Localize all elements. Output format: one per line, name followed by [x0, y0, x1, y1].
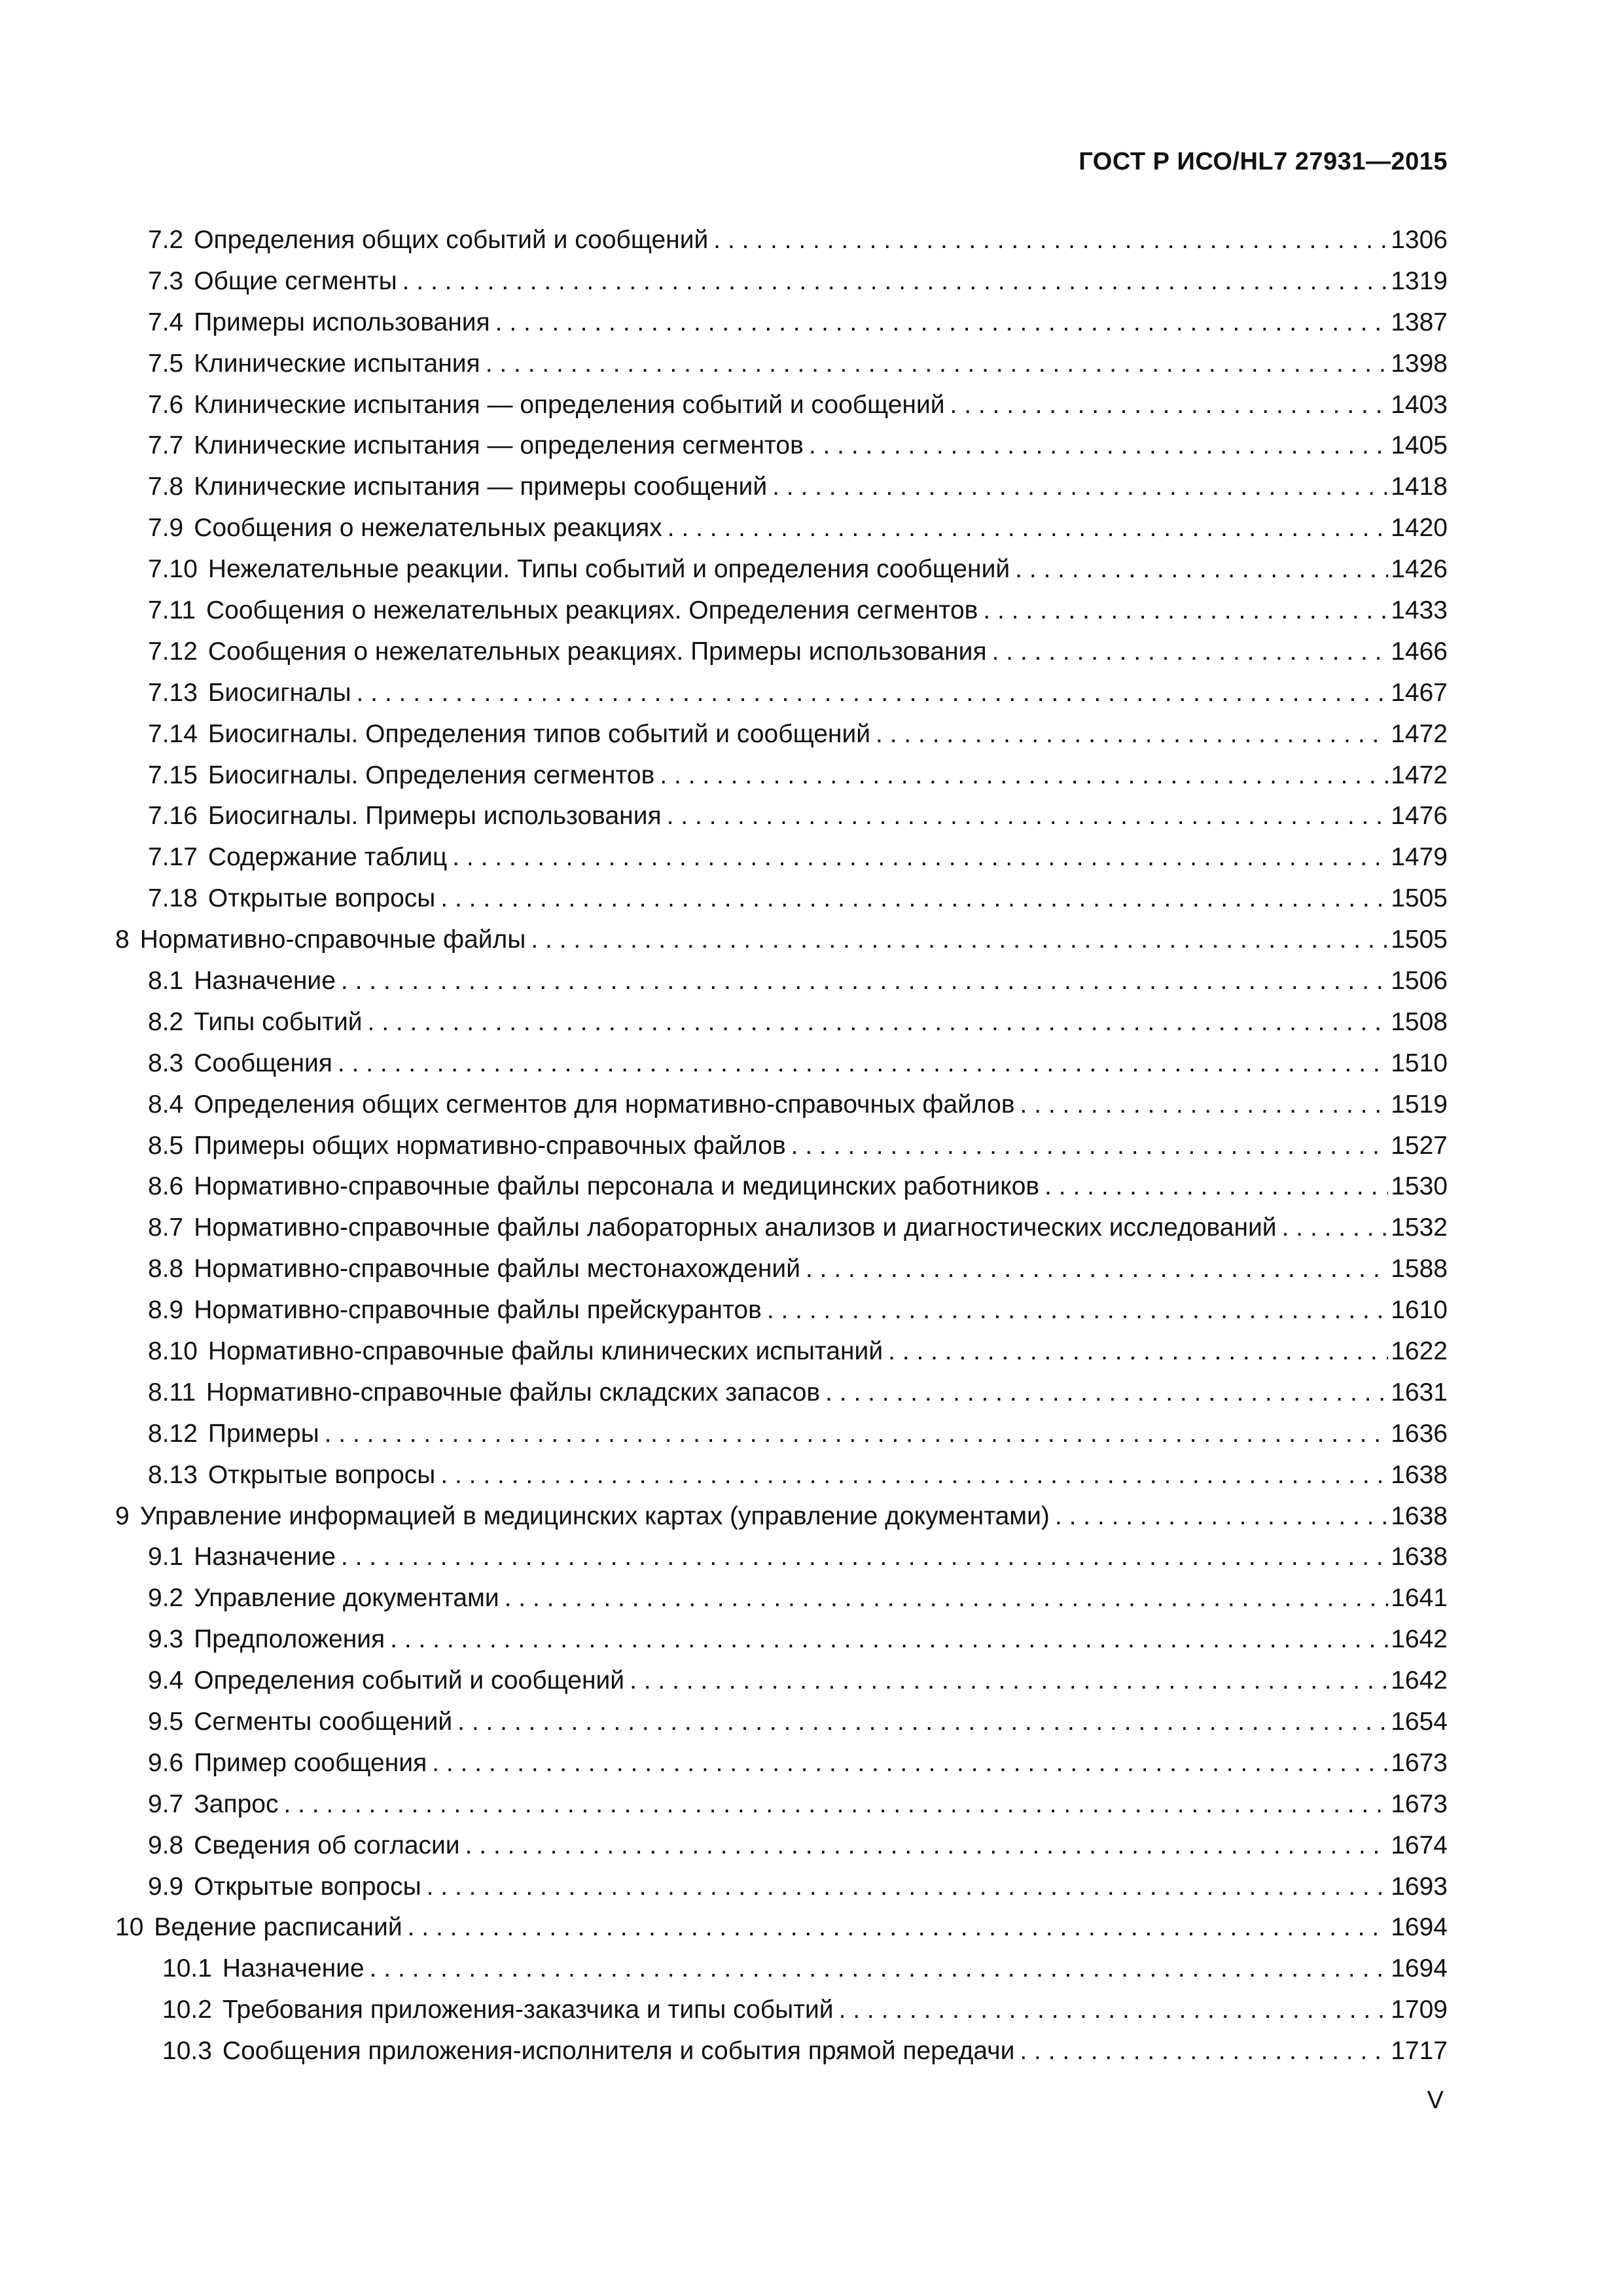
toc-entry — [115, 1701, 1448, 1742]
toc-entry — [115, 507, 1448, 548]
dot-leader — [825, 1380, 1388, 1405]
toc-entry — [115, 1289, 1448, 1331]
dot-leader — [370, 1956, 1389, 1981]
toc-entry — [115, 1907, 1448, 1948]
toc-entry-page: 1638 — [1391, 1460, 1448, 1489]
toc-entry — [115, 302, 1448, 343]
dot-leader — [950, 392, 1389, 418]
toc-entry-number: 8.12 — [148, 1419, 198, 1448]
toc-entry-title: Открытые вопросы — [194, 1872, 421, 1901]
toc-entry — [115, 343, 1448, 384]
toc-entry-page: 1510 — [1391, 1049, 1448, 1077]
toc-entry-number: 8.7 — [148, 1213, 184, 1242]
page-number: V — [1427, 2087, 1444, 2114]
dot-leader — [283, 1791, 1388, 1817]
toc-entry-page: 1466 — [1391, 637, 1448, 666]
toc-entry-number: 9.7 — [148, 1789, 184, 1818]
toc-entry — [115, 1948, 1448, 1989]
toc-entry-number: 10 — [115, 1913, 144, 1942]
toc-entry-page: 1306 — [1391, 225, 1448, 254]
toc-entry — [115, 755, 1448, 796]
toc-entry — [115, 672, 1448, 713]
dot-leader — [427, 1874, 1389, 1899]
toc-entry-number: 7.7 — [148, 431, 184, 460]
dot-leader — [531, 927, 1388, 952]
toc-entry-title: Нормативно-справочные файлы прейскурантов — [194, 1296, 762, 1325]
toc-entry — [115, 1372, 1448, 1413]
toc-entry — [115, 219, 1448, 260]
toc-entry — [115, 1784, 1448, 1825]
toc-entry-title: Сообщения о нежелательных реакциях. Примеры использования — [207, 637, 987, 666]
toc-entry-page: 1479 — [1391, 843, 1448, 872]
toc-entry — [115, 631, 1448, 672]
toc-entry-title: Нежелательные реакции. Типы событий и определения сообщений — [207, 555, 1010, 584]
toc-entry-page: 1505 — [1391, 884, 1448, 913]
toc-entry — [115, 795, 1448, 836]
toc-entry-title: Клинические испытания — определения сегментов — [194, 431, 804, 460]
toc-entry — [115, 1989, 1448, 2030]
toc-entry-page: 1622 — [1391, 1336, 1448, 1365]
toc-entry-number: 7.18 — [148, 884, 198, 913]
toc-entry-number: 7.10 — [148, 555, 198, 584]
toc-entry-page: 1476 — [1391, 802, 1448, 831]
toc-entry — [115, 1248, 1448, 1289]
toc-entry-page: 1638 — [1391, 1543, 1448, 1571]
toc-entry-page: 1508 — [1391, 1007, 1448, 1036]
dot-leader — [338, 1050, 1388, 1076]
toc-entry-title: Нормативно-справочные файлы местонахождений — [194, 1255, 801, 1283]
toc-entry-number: 9.6 — [148, 1748, 184, 1777]
toc-entry-number: 7.6 — [148, 390, 184, 419]
toc-entry-page: 1472 — [1391, 719, 1448, 748]
toc-entry — [115, 1577, 1448, 1619]
dot-leader — [806, 1256, 1388, 1282]
document-header: ГОСТ Р ИСО/HL7 27931—2015 — [1079, 148, 1448, 175]
toc-entry-number: 8.1 — [148, 966, 184, 995]
toc-entry-page: 1505 — [1391, 925, 1448, 954]
toc-entry-title: Открытые вопросы — [207, 1460, 436, 1489]
toc-entry-number: 9.9 — [148, 1872, 184, 1901]
toc-entry-title: Ведение расписаний — [154, 1913, 402, 1942]
toc-entry-number: 7.16 — [148, 802, 198, 831]
toc-entry — [115, 713, 1448, 755]
toc-entry-number: 8.13 — [148, 1460, 198, 1489]
toc-entry — [115, 1125, 1448, 1166]
toc-entry — [115, 1496, 1448, 1537]
toc-entry-number: 7.2 — [148, 225, 184, 254]
dot-leader — [772, 474, 1388, 499]
toc-entry-title: Примеры использования — [194, 308, 490, 336]
toc-entry-number: 9.5 — [148, 1708, 184, 1736]
toc-entry-number: 10.2 — [162, 1996, 212, 2024]
toc-entry — [115, 548, 1448, 590]
toc-entry-page: 1530 — [1391, 1172, 1448, 1201]
toc-entry-page: 1433 — [1391, 596, 1448, 624]
toc-entry-page: 1674 — [1391, 1831, 1448, 1859]
toc-entry-title: Клинические испытания — примеры сообщений — [194, 473, 768, 501]
toc-entry-page: 1398 — [1391, 349, 1448, 378]
toc-entry-number: 7.11 — [148, 596, 196, 624]
toc-entry-title: Биосигналы — [207, 678, 351, 707]
toc-entry-title: Сообщения о нежелательных реакциях. Определения сегментов — [206, 596, 978, 624]
toc-entry-title: Сведения об согласии — [194, 1831, 460, 1859]
toc-entry-title: Биосигналы. Определения типов событий и сообщений — [207, 719, 871, 748]
toc-entry-number: 9.8 — [148, 1831, 184, 1859]
toc-entry — [115, 260, 1448, 302]
toc-entry-number: 9.2 — [148, 1584, 184, 1613]
toc-entry — [115, 425, 1448, 466]
dot-leader — [1055, 1503, 1388, 1529]
toc-entry-page: 1717 — [1391, 2037, 1448, 2066]
toc-entry — [115, 1001, 1448, 1043]
dot-leader — [402, 268, 1389, 294]
toc-entry-page: 1403 — [1391, 390, 1448, 419]
toc-entry-title: Предположения — [194, 1625, 385, 1654]
toc-entry-title: Биосигналы. Примеры использования — [207, 802, 662, 831]
dot-leader — [1020, 1092, 1389, 1117]
toc-entry-title: Определения общих сегментов для нормативно-справочных файлов — [194, 1090, 1015, 1119]
toc-entry-page: 1610 — [1391, 1296, 1448, 1325]
toc-entry — [115, 384, 1448, 425]
dot-leader — [341, 1544, 1388, 1570]
toc-entry-number: 7.3 — [148, 266, 184, 295]
toc-entry-page: 1472 — [1391, 761, 1448, 789]
toc-entry-number: 8 — [115, 925, 130, 954]
dot-leader — [452, 844, 1388, 870]
toc-entry-number: 10.3 — [162, 2037, 212, 2066]
dot-leader — [713, 227, 1388, 253]
toc-entry-title: Нормативно-справочные файлы — [139, 925, 526, 954]
dot-leader — [1020, 2038, 1388, 2064]
toc-entry-number: 9.1 — [148, 1543, 184, 1571]
toc-entry-title: Определения общих событий и сообщений — [194, 225, 709, 254]
dot-leader — [368, 1009, 1389, 1035]
dot-leader — [876, 721, 1388, 747]
toc-entry-page: 1642 — [1391, 1666, 1448, 1695]
toc-entry-title: Назначение — [194, 1543, 336, 1571]
toc-entry-title: Примеры общих нормативно-справочных файлов — [194, 1131, 786, 1160]
toc-entry-title: Управление информацией в медицинских картах (управление документами) — [139, 1501, 1050, 1530]
toc-entry-page: 1694 — [1391, 1913, 1448, 1942]
toc-entry-title: Назначение — [222, 1954, 365, 1983]
toc-entry — [115, 878, 1448, 919]
toc-entry — [115, 1331, 1448, 1372]
toc-entry — [115, 466, 1448, 507]
dot-leader — [408, 1914, 1389, 1940]
dot-leader — [791, 1133, 1389, 1158]
toc-entry — [115, 1825, 1448, 1866]
toc-entry-number: 7.17 — [148, 843, 198, 872]
toc-entry-title: Определения событий и сообщений — [194, 1666, 625, 1695]
toc-entry-page: 1420 — [1391, 514, 1448, 543]
dot-leader — [983, 598, 1388, 623]
toc-entry-title: Сообщения — [194, 1049, 332, 1077]
toc-entry-title: Сегменты сообщений — [194, 1708, 453, 1736]
toc-entry-page: 1673 — [1391, 1748, 1448, 1777]
dot-leader — [992, 639, 1389, 664]
toc-entry-page: 1506 — [1391, 966, 1448, 995]
toc-entry — [115, 1166, 1448, 1207]
dot-leader — [440, 886, 1388, 911]
toc-entry-page: 1642 — [1391, 1625, 1448, 1654]
toc-entry-title: Открытые вопросы — [207, 884, 436, 913]
toc-entry-title: Типы событий — [194, 1007, 363, 1036]
toc-entry-title: Нормативно-справочные файлы клинических испытаний — [207, 1336, 883, 1365]
dot-leader — [486, 351, 1389, 376]
toc-entry-page: 1694 — [1391, 1954, 1448, 1983]
toc-entry-page: 1654 — [1391, 1708, 1448, 1736]
dot-leader — [767, 1297, 1388, 1323]
dot-leader — [341, 968, 1388, 994]
toc-entry-page: 1631 — [1391, 1378, 1448, 1407]
toc-entry-number: 7.12 — [148, 637, 198, 666]
toc-entry-number: 8.8 — [148, 1255, 184, 1283]
toc-entry-page: 1709 — [1391, 1996, 1448, 2024]
toc-entry-title: Содержание таблиц — [207, 843, 448, 872]
toc-entry-page: 1638 — [1391, 1501, 1448, 1530]
toc-entry-title: Клинические испытания — [194, 349, 480, 378]
dot-leader — [432, 1750, 1388, 1776]
toc-entry-number: 7.4 — [148, 308, 184, 336]
dot-leader — [839, 1997, 1389, 2022]
toc-entry-number: 7.5 — [148, 349, 184, 378]
toc-entry-number: 7.8 — [148, 473, 184, 501]
toc-entry-number: 9.3 — [148, 1625, 184, 1654]
toc-entry-title: Пример сообщения — [194, 1748, 427, 1777]
toc-entry-number: 7.13 — [148, 678, 198, 707]
toc-entry-page: 1405 — [1391, 431, 1448, 460]
dot-leader — [888, 1338, 1388, 1364]
toc-entry-title: Сообщения о нежелательных реакциях — [194, 514, 662, 543]
toc-entry-number: 8.5 — [148, 1131, 184, 1160]
table-of-contents — [115, 219, 1448, 2072]
toc-entry — [115, 1619, 1448, 1660]
toc-entry-number: 8.6 — [148, 1172, 184, 1201]
toc-entry-title: Назначение — [194, 966, 336, 995]
toc-entry-title: Общие сегменты — [194, 266, 397, 295]
toc-entry-number: 8.11 — [148, 1378, 196, 1407]
toc-entry-number: 8.2 — [148, 1007, 184, 1036]
toc-entry-page: 1467 — [1391, 678, 1448, 707]
toc-entry — [115, 836, 1448, 878]
toc-entry-title: Управление документами — [194, 1584, 499, 1613]
dot-leader — [809, 433, 1388, 458]
toc-entry-page: 1532 — [1391, 1213, 1448, 1242]
toc-entry-page: 1527 — [1391, 1131, 1448, 1160]
toc-entry-title: Нормативно-справочные файлы персонала и медицинских работников — [194, 1172, 1040, 1201]
dot-leader — [440, 1462, 1388, 1488]
toc-entry-page: 1418 — [1391, 473, 1448, 501]
toc-entry — [115, 2030, 1448, 2072]
toc-entry-number: 8.10 — [148, 1336, 198, 1365]
toc-entry-page: 1673 — [1391, 1789, 1448, 1818]
dot-leader — [505, 1585, 1389, 1611]
toc-entry-page: 1641 — [1391, 1584, 1448, 1613]
dot-leader — [457, 1709, 1388, 1734]
toc-entry-number: 8.9 — [148, 1296, 184, 1325]
toc-entry-title: Примеры — [207, 1419, 319, 1448]
toc-entry-number: 8.4 — [148, 1090, 184, 1119]
toc-entry-number: 7.9 — [148, 514, 184, 543]
dot-leader — [1282, 1215, 1389, 1240]
toc-entry — [115, 1413, 1448, 1454]
toc-entry-number: 8.3 — [148, 1049, 184, 1077]
dot-leader — [667, 803, 1389, 829]
dot-leader — [465, 1833, 1389, 1858]
dot-leader — [325, 1421, 1389, 1446]
toc-entry-number: 7.14 — [148, 719, 198, 748]
toc-entry-number: 10.1 — [162, 1954, 212, 1983]
toc-entry-page: 1636 — [1391, 1419, 1448, 1448]
dot-leader — [660, 762, 1388, 788]
toc-entry — [115, 919, 1448, 960]
toc-entry — [115, 960, 1448, 1001]
toc-entry — [115, 1454, 1448, 1496]
dot-leader — [630, 1668, 1388, 1693]
dot-leader — [1044, 1174, 1388, 1199]
toc-entry-number: 9.4 — [148, 1666, 184, 1695]
dot-leader — [357, 680, 1389, 706]
toc-entry-title: Сообщения приложения-исполнителя и события прямой передачи — [222, 2037, 1015, 2066]
toc-entry — [115, 1084, 1448, 1125]
toc-entry — [115, 590, 1448, 631]
toc-entry-page: 1519 — [1391, 1090, 1448, 1119]
toc-entry-title: Нормативно-справочные файлы складских запасов — [206, 1378, 821, 1407]
dot-leader — [390, 1626, 1388, 1652]
toc-entry-page: 1319 — [1391, 266, 1448, 295]
toc-entry-title: Запрос — [194, 1789, 279, 1818]
toc-entry-page: 1588 — [1391, 1255, 1448, 1283]
toc-entry — [115, 1043, 1448, 1084]
toc-entry-title: Клинические испытания — определения событий и сообщений — [194, 390, 945, 419]
toc-entry — [115, 1537, 1448, 1578]
toc-entry-number: 9 — [115, 1501, 130, 1530]
toc-entry — [115, 1207, 1448, 1248]
toc-entry-number: 7.15 — [148, 761, 198, 789]
toc-entry-page: 1387 — [1391, 308, 1448, 336]
dot-leader — [668, 515, 1388, 541]
toc-entry-title: Нормативно-справочные файлы лабораторных анализов и диагностических исследований — [194, 1213, 1277, 1242]
toc-entry-page: 1426 — [1391, 555, 1448, 584]
dot-leader — [1015, 556, 1388, 582]
toc-entry-title: Биосигналы. Определения сегментов — [207, 761, 655, 789]
toc-entry — [115, 1866, 1448, 1907]
toc-entry-page: 1693 — [1391, 1872, 1448, 1901]
toc-entry — [115, 1660, 1448, 1701]
toc-entry-title: Требования приложения-заказчика и типы событий — [222, 1996, 834, 2024]
toc-entry — [115, 1742, 1448, 1784]
dot-leader — [495, 310, 1389, 335]
